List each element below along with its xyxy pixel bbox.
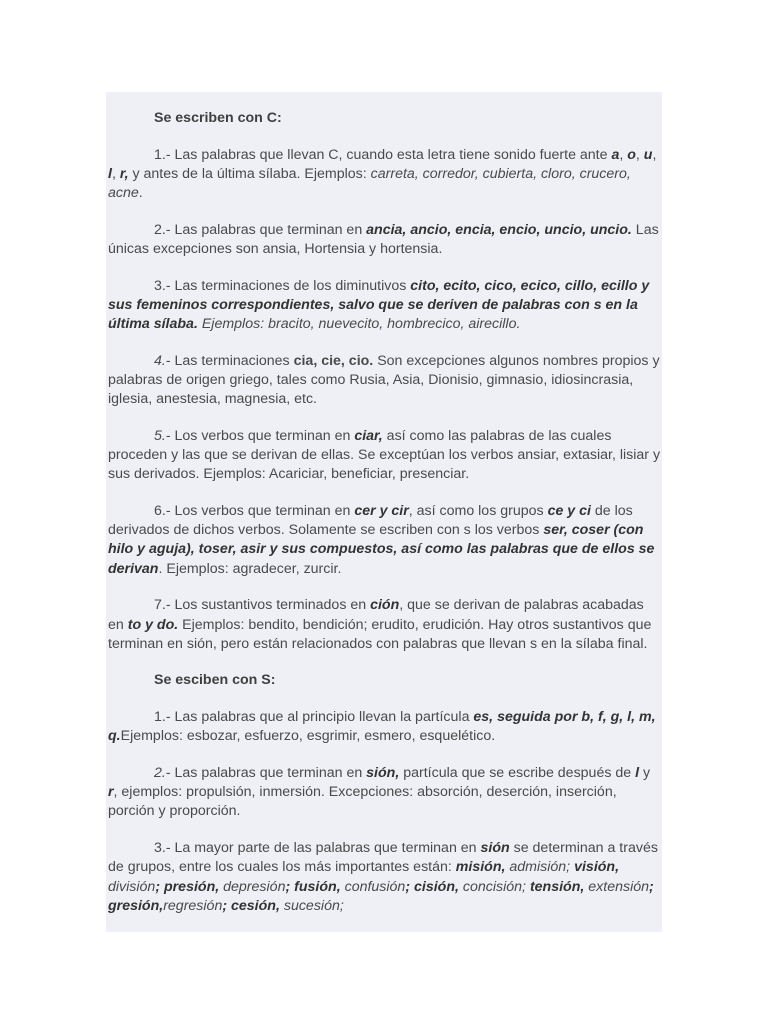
rule-s-2 [108, 764, 662, 822]
text-run: 3.- La mayor parte de las palabras que terminan en [154, 840, 481, 857]
rule-c-7 [108, 596, 662, 654]
text-run: to y do. [127, 616, 179, 633]
text-run: ciar, [354, 427, 383, 444]
text-run: , así como los grupos [408, 503, 548, 520]
text-run: - Las terminaciones [165, 352, 294, 369]
text-run: es, seguida por b, f, g, l, m, q. [108, 709, 656, 745]
text-run: , ejemplos: propulsión, inmersión. Excepciones: absorción, deserción, inserción, porción y proporción. [108, 784, 617, 820]
text-run: y antes de la última sílaba. Ejemplos: [128, 165, 371, 182]
text-run: misión, [455, 859, 506, 876]
text-run: de los derivados de dichos verbos. Solamente se escriben con s los verbos [108, 503, 633, 539]
text-run: partícula que se escribe después de [399, 765, 636, 782]
text-run: - Las palabras que terminan en [165, 765, 367, 782]
section-heading-c: Se escriben con C: [154, 110, 282, 126]
text-run: ción [370, 597, 400, 614]
text-run: se determinan a través de grupos, entre los cuales los más importantes están: [108, 840, 658, 876]
text-run: tensión, [529, 878, 585, 895]
text-run: sucesión; [283, 897, 344, 914]
text-run: división [108, 878, 156, 895]
text-run: ser, coser (con hilo y aguja), toser, asir y sus compuestos, así como las palabras que de ellos se derivan [108, 522, 655, 577]
text-run: 1.- Las palabras que al principio llevan la partícula [154, 709, 474, 726]
text-run: regresión [163, 897, 223, 914]
text-run: admisión; [509, 859, 571, 876]
text-run: cia, cie, cio. [293, 352, 374, 369]
text-run: 4. [154, 352, 166, 369]
text-run: Ejemplos: esbozar, esfuerzo, esgrimir, esmero, esquelético. [120, 728, 496, 745]
text-run: 2. [154, 765, 166, 782]
text-run: cito, ecito, cico, ecico, cillo, ecillo y sus femeninos correspondientes, salvo que se deriven de palabras con s en la última sílaba. [108, 277, 650, 333]
text-run: ; cisión, [405, 878, 459, 895]
text-run: sión [480, 840, 510, 857]
text-run: l [108, 165, 112, 182]
rule-c-4 [108, 352, 662, 410]
text-run: extensión [588, 878, 650, 895]
text-run: cer y cir [354, 503, 409, 520]
rule-c-3 [108, 277, 662, 335]
text-run: Las únicas excepciones son ansia, Hortensia y hortensia. [108, 221, 659, 257]
section-heading-s: Se esciben con S: [154, 672, 276, 689]
rule-c-1 [108, 146, 662, 204]
text-run: . Ejemplos: agradecer, zurcir. [158, 560, 342, 577]
text-run: 1.- Las palabras que llevan C, cuando esta letra tiene sonido fuerte ante [154, 146, 612, 163]
text-run: y [639, 765, 651, 782]
text-run: u [643, 146, 653, 163]
rule-c-6 [108, 502, 662, 579]
text-run: , [635, 146, 644, 163]
text-run: Son excepciones algunos nombres propios y palabras de origen griego, tales como Rusia, Asia, Dionisio, gimnasio, idiosincrasia, iglesia, anestesia, magnesia, etc. [108, 352, 660, 408]
text-run: sión, [366, 765, 400, 782]
text-run: 7.- Los sustantivos terminados en [154, 597, 371, 614]
document-page [106, 92, 662, 932]
text-run: ; presión, [155, 878, 220, 895]
text-run: ancia, ancio, encia, encio, uncio, uncio. [366, 221, 632, 238]
text-run: Ejemplos: bracito, nuevecito, hombrecico, airecillo. [201, 316, 521, 333]
text-run: 5. [154, 427, 166, 444]
text-run: . [138, 185, 143, 202]
text-run: , [619, 146, 628, 163]
text-run: 3.- Las terminaciones de los diminutivos [154, 277, 411, 294]
text-run: así como las palabras de las cuales proceden y las que se derivan de ellas. Se exceptúan los verbos ansiar, extasiar, lisiar y sus derivados. Ejemplos: Acariciar, beneficiar, presenciar. [108, 427, 661, 483]
rule-c-5 [108, 427, 662, 485]
text-run: a [611, 146, 620, 163]
rule-c-2 [108, 221, 662, 259]
text-run: concisión; [462, 878, 526, 895]
text-run: Ejemplos: bendito, bendición; erudito, erudición. Hay otros sustantivos que terminan en sión, pero están relacionados con palabras que llevan s en la sílaba final. [108, 616, 652, 652]
text-run: r, [119, 165, 129, 182]
text-run: l [635, 765, 640, 782]
text-run: 6.- Los verbos que terminan en [154, 503, 355, 520]
text-run: r [108, 784, 114, 801]
text-run: carreta, corredor, cubierta, cloro, crucero, acne [108, 165, 631, 202]
text-run: visión, [574, 859, 620, 876]
text-run: ce y ci [547, 503, 591, 520]
text-run: confusión [344, 878, 406, 895]
text-run: ; fusión, [285, 878, 341, 895]
rule-s-3 [108, 839, 662, 916]
text-run: , que se derivan de palabras acabadas en [108, 597, 644, 633]
text-run: 2.- Las palabras que terminan en [154, 221, 367, 238]
text-run: o [627, 146, 636, 163]
text-run: , [652, 146, 657, 163]
text-run: ; cesión, [222, 897, 280, 914]
rule-s-1 [108, 708, 662, 746]
text-run: , [111, 165, 120, 182]
text-run: - Los verbos que terminan en [165, 427, 355, 444]
text-run: depresión [223, 878, 286, 895]
text-run: ; gresión, [108, 878, 654, 914]
